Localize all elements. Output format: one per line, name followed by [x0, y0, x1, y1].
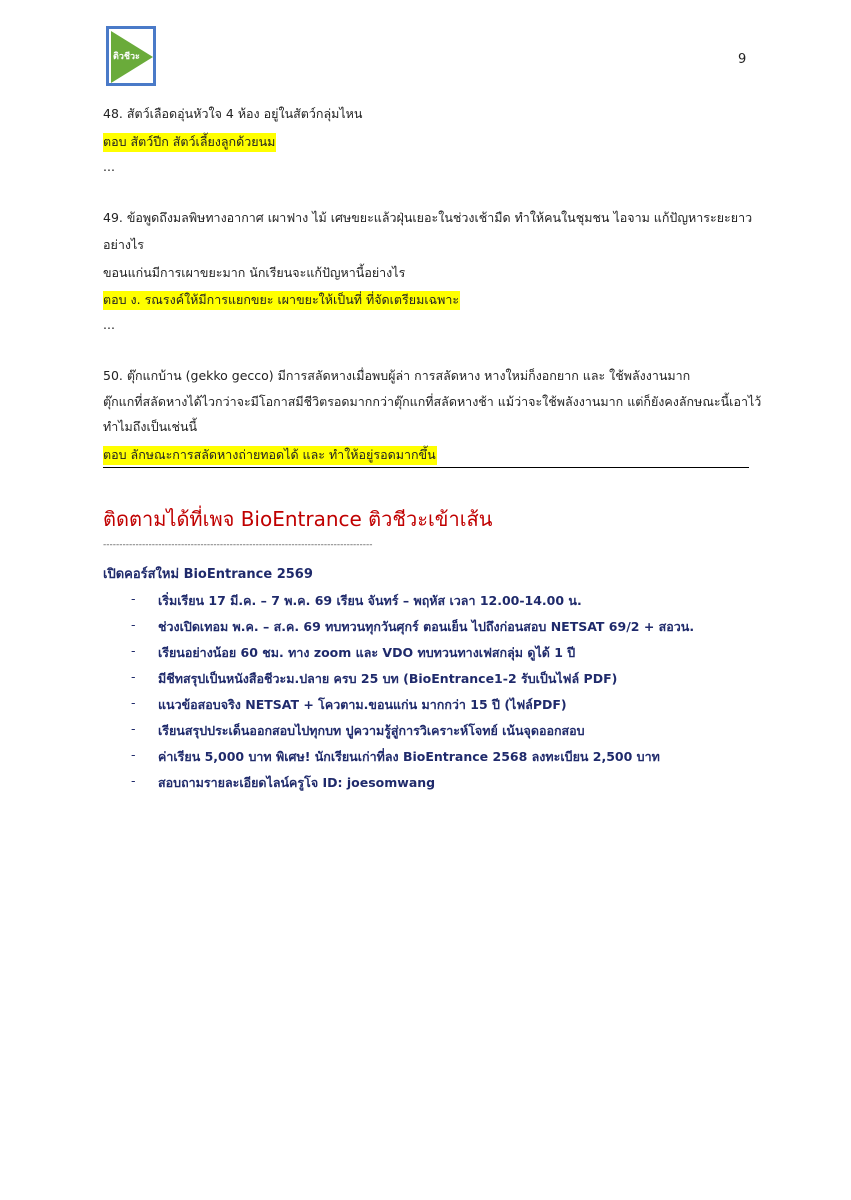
- course-item-text: แนวข้อสอบจริง NETSAT + โควตาม.ขอนแก่น มากกว่า 15 ปี (ไฟล์PDF): [158, 697, 567, 712]
- course-item-text: เริ่มเรียน 17 มี.ค. – 7 พ.ค. 69 เรียน จันทร์ – พฤหัส เวลา 12.00-14.00 น.: [158, 593, 582, 608]
- answer-48: [103, 133, 276, 151]
- logo: [106, 26, 156, 86]
- course-item-text: ค่าเรียน 5,000 บาท พิเศษ! นักเรียนเก่าที่ลง BioEntrance 2568 ลงทะเบียน 2,500 บาท: [158, 749, 660, 764]
- section-divider: [103, 467, 749, 468]
- course-item-text: เรียนสรุปประเด็นออกสอบไปทุกบท ปูความรู้สู่การวิเคราะห์โจทย์ เน้นจุดออกสอบ: [158, 723, 585, 738]
- answer-50: [103, 446, 437, 464]
- question-50-line2: ตุ๊กแกที่สลัดหางได้ไวกว่าจะมีโอกาสมีชีวิตรอดมากกว่าตุ๊กแกที่สลัดหางช้า แม้ว่าจะใช้พลังงานมาก แต่ก็ยังคงลักษณะนี้เอาไว้: [103, 394, 762, 409]
- question-48: 48. สัตว์เลือดอุ่นหัวใจ 4 ห้อง อยู่ในสัตว์กลุ่มไหน: [103, 106, 363, 121]
- course-item-text: สอบถามรายละเอียดไลน์ครูโจ ID: joesomwang: [158, 775, 436, 790]
- question-49-line3: ขอนแก่นมีการเผาขยะมาก นักเรียนจะแก้ปัญหานี้อย่างไร: [103, 265, 406, 280]
- question-50-line1: 50. ตุ๊กแกบ้าน (gekko gecco) มีการสลัดหางเมื่อพบผู้ล่า การสลัดหาง หางใหม่ก็งอกยาก และ ใช้พลังงานมาก: [103, 368, 691, 383]
- page-number: 9: [738, 52, 747, 67]
- question-49-line2: อย่างไร: [103, 237, 144, 252]
- ellipsis-48: ...: [103, 159, 115, 174]
- follow-heading: ติดตามได้ที่เพจ BioEntrance ติวชีวะเข้าเส้น: [103, 507, 493, 531]
- logo-text: ติวชีวะ: [113, 52, 140, 62]
- course-item-text: เรียนอย่างน้อย 60 ชม. ทาง zoom และ VDO ทบทวนทางเฟสกลุ่ม ดูได้ 1 ปี: [158, 645, 576, 660]
- course-item-text: ช่วงเปิดเทอม พ.ค. – ส.ค. 69 ทบทวนทุกวันศุกร์ ตอนเย็น ไปถึงก่อนสอบ NETSAT 69/2 + สอวน.: [158, 619, 695, 634]
- question-49-line1: 49. ข้อพูดถึงมลพิษทางอากาศ เผาฟาง ไม้ เศษขยะแล้วฝุ่นเยอะในช่วงเช้ามืด ทำให้คนในชุมชน ไอจาม แก้ปัญหาระยะยาว: [103, 210, 753, 225]
- course-title: เปิดคอร์สใหม่ BioEntrance 2569: [103, 567, 313, 582]
- answer-49: [103, 291, 460, 309]
- course-item-text: มีชีทสรุปเป็นหนังสือชีวะม.ปลาย ครบ 25 บท (BioEntrance1-2 รับเป็นไฟล์ PDF): [158, 671, 618, 686]
- answer-49-text: ตอบ ง. รณรงค์ให้มีการแยกขยะ เผาขยะให้เป็นที่ ที่จัดเตรียมเฉพาะ: [103, 291, 460, 310]
- question-50-line3: ทำไมถึงเป็นเช่นนี้: [103, 419, 198, 434]
- dashed-divider: -----------------------------------------------------------------------------------: [103, 540, 373, 550]
- answer-50-text: ตอบ ลักษณะการสลัดหางถ่ายทอดได้ และ ทำให้อยู่รอดมากขึ้น: [103, 446, 437, 465]
- answer-48-text: ตอบ สัตว์ปีก สัตว์เลี้ยงลูกด้วยนม: [103, 133, 276, 152]
- ellipsis-49: ...: [103, 317, 115, 332]
